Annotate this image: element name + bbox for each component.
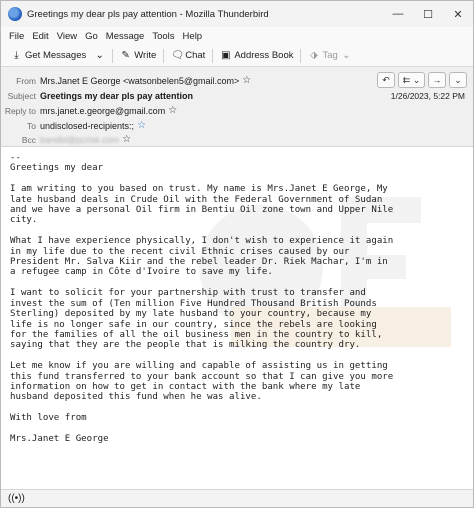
address-book-button[interactable]	[216, 48, 297, 63]
minimize-button[interactable]: —	[392, 8, 404, 20]
address-book-label: Address Book	[234, 50, 294, 61]
message-date: 1/26/2023, 5:22 PM	[390, 91, 465, 101]
from-row	[1, 74, 251, 87]
write-label: Write	[134, 50, 157, 61]
chat-label: Chat	[185, 50, 206, 61]
forward-button[interactable]	[428, 72, 446, 88]
chevron-down-icon: ⌄	[95, 50, 104, 61]
chat-button[interactable]	[167, 48, 209, 63]
menu-view[interactable]: View	[56, 30, 78, 42]
chevron-down-icon: ⌄	[454, 74, 462, 85]
wifi-icon[interactable]: ((•))	[8, 493, 25, 504]
from-label: From	[16, 75, 36, 86]
toolbar-divider	[112, 49, 113, 63]
to-row	[1, 119, 146, 132]
toolbar-divider	[212, 49, 213, 63]
reply-icon: ↶	[382, 74, 390, 85]
tag-button[interactable]	[304, 48, 355, 63]
to-value[interactable]: undisclosed-recipients:;	[40, 120, 135, 131]
star-icon[interactable]: ☆	[168, 105, 178, 116]
bcc-value[interactable]: bandid@pcrisk.com	[40, 134, 120, 145]
reply-button[interactable]	[377, 72, 395, 88]
menu-message[interactable]: Message	[105, 30, 145, 42]
message-header	[1, 67, 473, 147]
menu-file[interactable]: File	[9, 30, 25, 42]
get-messages-button[interactable]	[7, 48, 90, 63]
more-button[interactable]	[449, 72, 467, 88]
status-bar	[1, 489, 473, 507]
address-book-icon: ▣	[221, 50, 231, 61]
title-bar	[1, 1, 473, 27]
from-value[interactable]: Mrs.Janet E George <watsonbelen5@gmail.com>	[40, 75, 240, 86]
star-icon[interactable]: ☆	[137, 120, 147, 131]
forward-icon: →	[432, 75, 442, 85]
tag-label: Tag	[322, 50, 338, 61]
close-button[interactable]: ✕	[453, 8, 463, 21]
reply-all-button[interactable]	[398, 72, 425, 88]
message-actions	[377, 72, 467, 88]
tag-icon: ⬗	[310, 50, 318, 61]
download-icon: ⤓	[14, 50, 19, 61]
reply-to-label: Reply to	[4, 105, 36, 116]
message-body	[1, 147, 473, 500]
thunderbird-app-icon	[8, 7, 22, 21]
chat-bubble-icon: 🗨	[171, 50, 184, 61]
toolbar-divider	[163, 49, 164, 63]
toolbar-divider	[300, 49, 301, 63]
bcc-row	[1, 133, 131, 146]
reply-to-row	[1, 104, 177, 117]
to-label: To	[27, 120, 36, 131]
subject-label: Subject	[7, 90, 36, 101]
main-toolbar	[1, 45, 473, 67]
maximize-button[interactable]: ☐	[423, 8, 433, 21]
menu-edit[interactable]: Edit	[32, 30, 49, 42]
window-title: Greetings my dear pls pay attention - Mozilla Thunderbird	[27, 8, 269, 20]
write-button[interactable]	[116, 48, 160, 63]
star-icon[interactable]: ☆	[122, 134, 132, 145]
pencil-icon: ✎	[121, 50, 130, 61]
chevron-down-icon: ⌄	[342, 50, 351, 61]
menu-go[interactable]: Go	[85, 30, 98, 42]
reply-all-icon: ⇇ ⌄	[402, 74, 421, 85]
menu-tools[interactable]: Tools	[152, 30, 175, 42]
menu-bar	[1, 27, 473, 45]
bcc-label: Bcc	[21, 134, 36, 145]
menu-help[interactable]: Help	[182, 30, 203, 42]
star-icon[interactable]: ☆	[242, 75, 252, 86]
subject-row	[1, 89, 193, 102]
get-messages-label: Get Messages	[25, 50, 87, 61]
get-messages-dropdown[interactable]	[90, 48, 109, 63]
message-text: -- Greetings my dear I am writing to you based on trust. My name is Mrs.Janet E George, My late husband deals in Crude Oil with the Federal Government of Sudan and we have a personal Oil firm in Bentiu Oil zone town and Upper Nile city. What I have experience physically, I don't wish to experience it again in my life due to the recent civil Ethnic crises caused by our President Mr. Salva Kiir and the rebel leader Dr. Riek Machar, I'm in a refugee camp in Côte d'Ivoire to save my life. I want to solicit for your partnership with trust to transfer and invest the sum of (Ten million Five Hundred Thousand British Pounds Sterling) deposited by my late husband to your country, because my life is no longer safe in our country, since the rebels are looking for the families of all the oil business men in the country to kill, saying that they are the people that is milking the country dry. Let me know if you are willing and capable of assisting us in getting this fund transferred to your bank account so that I can give you more information on how to get in contact with the bank where my late husband deposited this fund when he was alive. With love from Mrs.Janet E George	[10, 153, 394, 444]
subject-value: Greetings my dear pls pay attention	[40, 90, 194, 101]
reply-to-value[interactable]: mrs.janet.e.george@gmail.com	[40, 105, 166, 116]
